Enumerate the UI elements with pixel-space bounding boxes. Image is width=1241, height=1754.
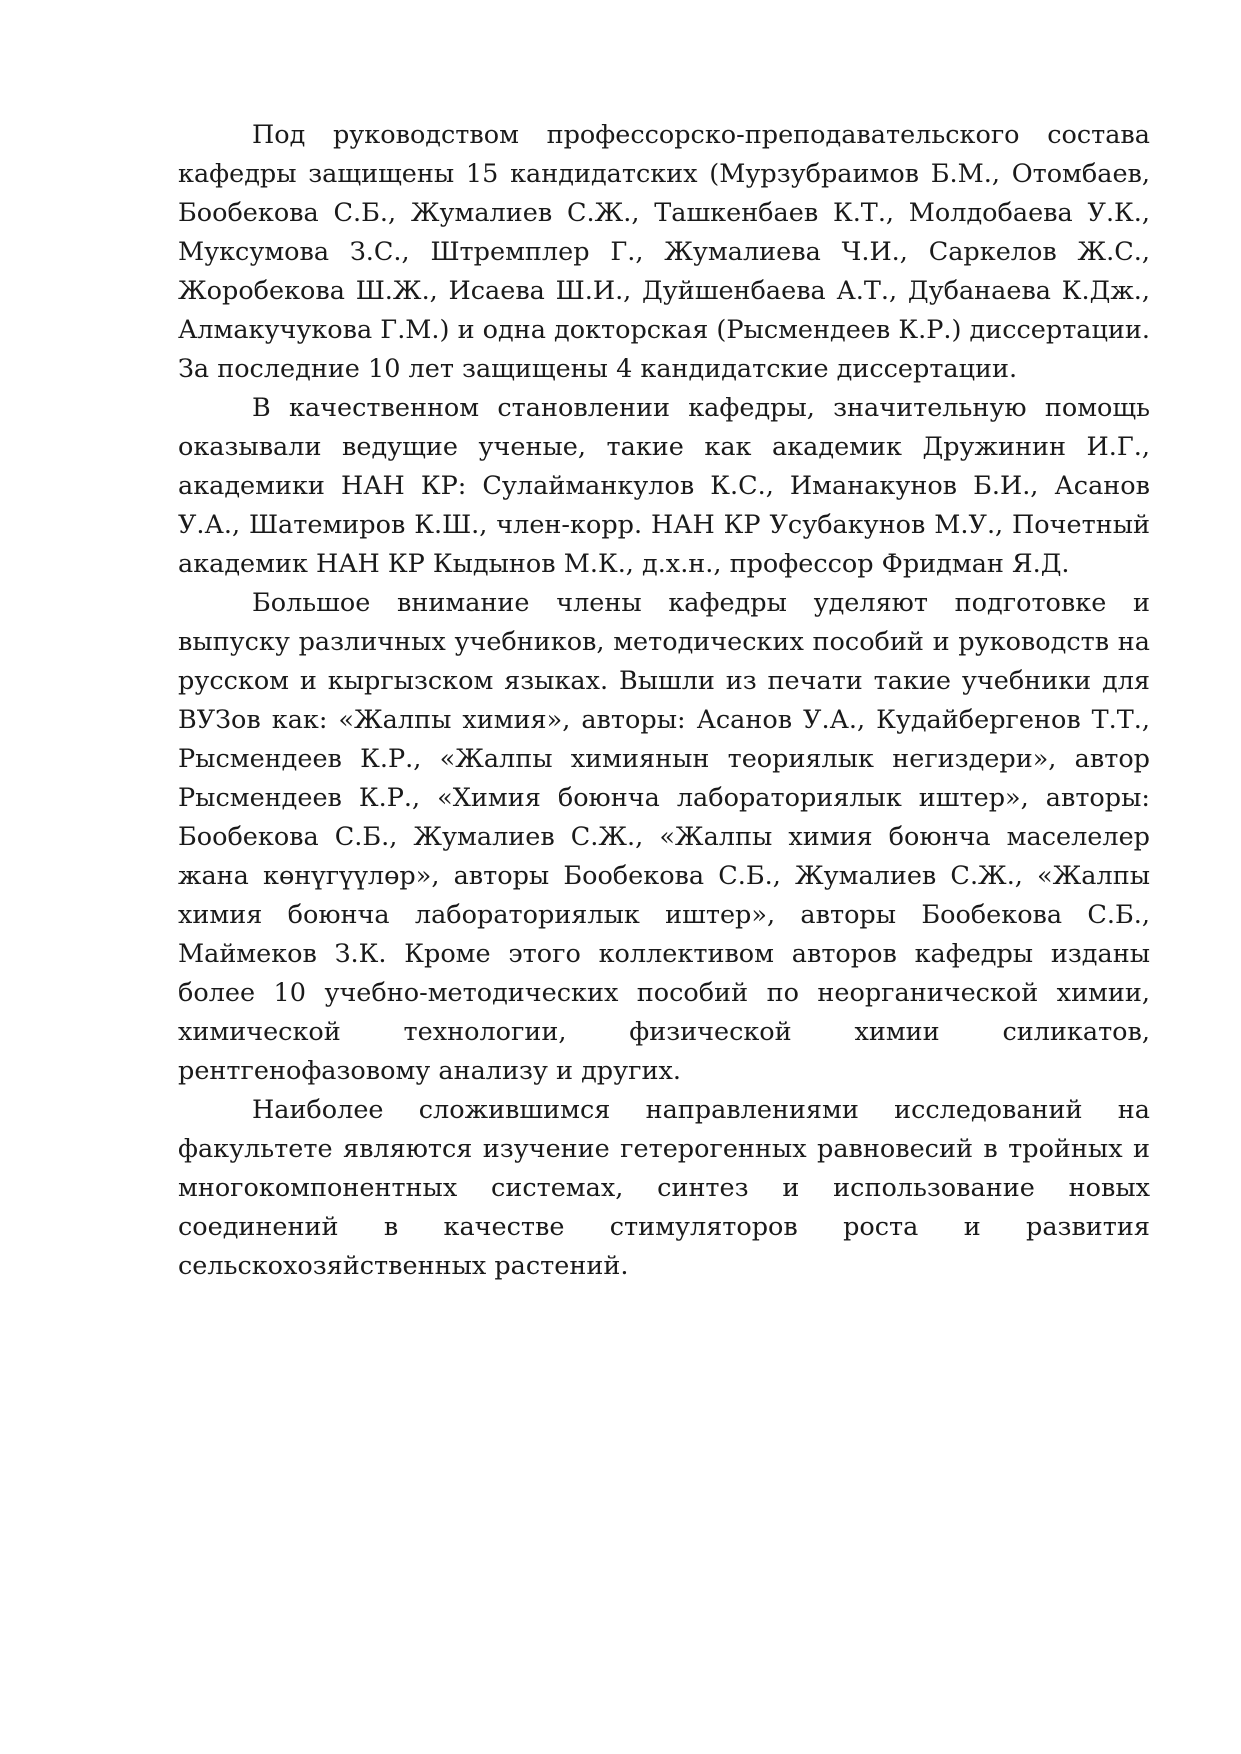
paragraph-research-directions: Наиболее сложившимся направлениями исследований на факультете являются изучение гетерогенных равновесий в тройных и многокомпонентных системах, синтез и использование новых соединений в качестве стимуляторов роста и развития сельскохозяйственных растений.: [178, 1095, 1150, 1281]
paragraph-dissertations: Под руководством профессорско-преподавательского состава кафедры защищены 15 кандидатских (Мурзубраимов Б.М., Отомбаев, Бообекова С.Б., Жумалиев С.Ж., Ташкенбаев К.Т., Молдобаева У.К., Муксумова З.С., Штремплер Г., Жумалиева Ч.И., Саркелов Ж.С., Жоробекова Ш.Ж., Исаева Ш.И., Дуйшенбаева А.Т., Дубанаева К.Дж., Алмакучукова Г.М.) и одна докторская (Рысмендеев К.Р.) диссертации. За последние 10 лет защищены 4 кандидатские диссертации.: [178, 120, 1151, 384]
paragraph-scientists: В качественном становлении кафедры, значительную помощь оказывали ведущие ученые, такие как академик Дружинин И.Г., академики НАН КР: Сулайманкулов К.С., Иманакунов Б.И., Асанов У.А., Шатемиров К.Ш., член-корр. НАН КР Усубакунов М.У., Почетный академик НАН КР Кыдынов М.К., д.х.н., профессор Фридман Я.Д.: [178, 393, 1150, 579]
document-body: [178, 116, 1150, 1286]
paragraph-textbooks: Большое внимание члены кафедры уделяют подготовке и выпуску различных учебников, методических пособий и руководств на русском и кыргызском языках. Вышли из печати такие учебники для ВУЗов как: «Жалпы химия», авторы: Асанов У.А., Кудайбергенов Т.Т., Рысмендеев К.Р., «Жалпы химиянын теориялык негиздери», автор Рысмендеев К.Р., «Химия боюнча лабораториялык иштер», авторы: Бообекова С.Б., Жумалиев С.Ж., «Жалпы химия боюнча маселелер жана көнүгүүлөр», авторы Бообекова С.Б., Жумалиев С.Ж., «Жалпы химия боюнча лабораториялык иштер», авторы Бообекова С.Б., Маймеков З.К. Кроме этого коллективом авторов кафедры изданы более 10 учебно-методических пособий по неорганической химии, химической технологии, физической химии силикатов, рентгенофазовому анализу и других.: [178, 588, 1150, 1086]
